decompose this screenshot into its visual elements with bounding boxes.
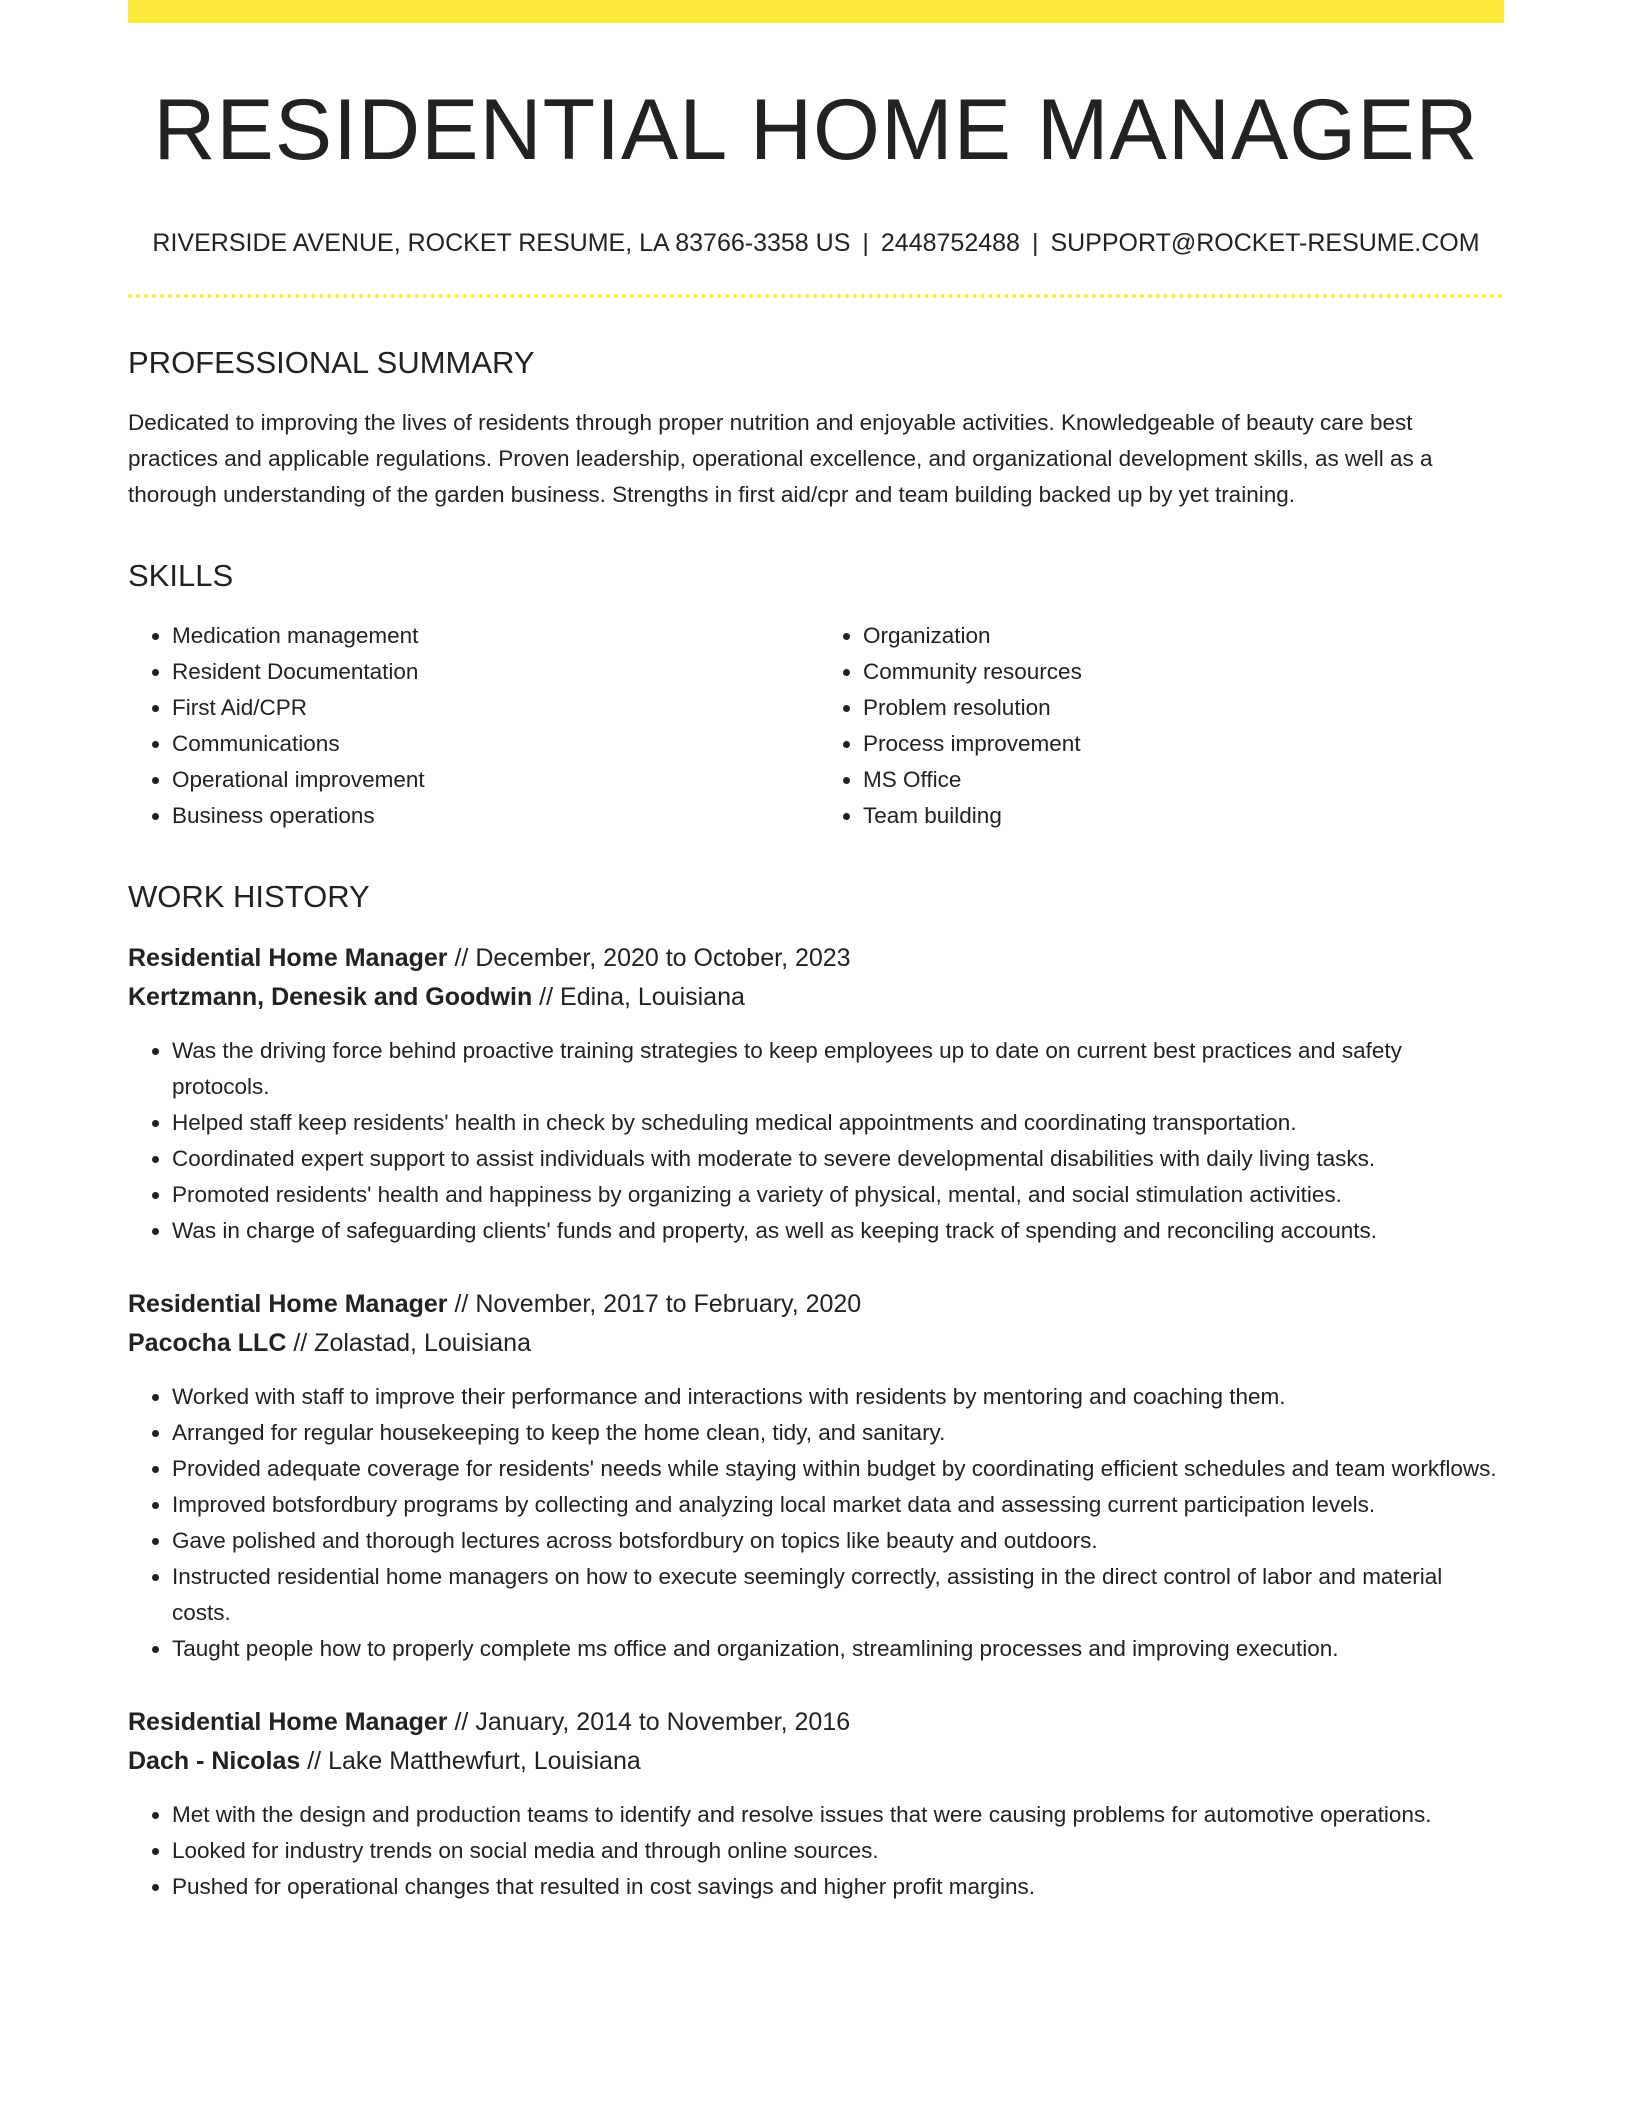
job-divider: // <box>447 944 476 973</box>
contact-email: SUPPORT@ROCKET-RESUME.COM <box>1050 228 1480 257</box>
job-bullet: • Was the driving force behind proactive training strategies to keep employees up to date on current best practices and safety protocols. <box>172 1033 1504 1105</box>
job-entry <box>128 939 1504 1249</box>
contact-separator: | <box>862 228 869 257</box>
job-bullets <box>128 1033 1504 1249</box>
job-divider: // <box>447 1290 476 1319</box>
contact-line <box>128 228 1504 258</box>
resume-page <box>128 0 1504 1905</box>
job-bullet: • Looked for industry trends on social media and through online sources. <box>172 1833 1504 1869</box>
job-title-line <box>128 1285 1504 1324</box>
job-entry <box>128 1285 1504 1667</box>
work-history-heading: WORK HISTORY <box>128 878 370 914</box>
job-dates: December, 2020 to October, 2023 <box>475 944 851 973</box>
job-bullet: • Coordinated expert support to assist individuals with moderate to severe developmental disabilities with daily living tasks. <box>172 1141 1504 1177</box>
job-bullet: • Met with the design and production teams to identify and resolve issues that were causing problems for automotive operations. <box>172 1797 1504 1833</box>
job-divider: // <box>286 1329 315 1358</box>
job-bullet: • Worked with staff to improve their performance and interactions with residents by mentoring and coaching them. <box>172 1379 1504 1415</box>
job-title-line <box>128 939 1504 978</box>
job-location: Zolastad, Louisiana <box>314 1329 531 1358</box>
job-location: Lake Matthewfurt, Louisiana <box>328 1747 641 1776</box>
job-bullet: • Instructed residential home managers on how to execute seemingly correctly, assisting in the direct control of labor and material costs. <box>172 1559 1504 1631</box>
contact-separator: | <box>1031 228 1039 257</box>
job-company-line <box>128 1742 1504 1781</box>
skill-item: • Organization <box>863 618 1504 654</box>
skill-item: • Problem resolution <box>863 690 1504 726</box>
job-bullet: • Gave polished and thorough lectures across botsfordbury on topics like beauty and outdoors. <box>172 1523 1504 1559</box>
job-divider: // <box>300 1747 329 1776</box>
contact-address: RIVERSIDE AVENUE, ROCKET RESUME, LA 83766-3358 US <box>152 228 851 257</box>
dotted-divider <box>128 294 1504 298</box>
skills-list <box>128 618 1504 834</box>
job-company-line <box>128 1324 1504 1363</box>
summary-heading: PROFESSIONAL SUMMARY <box>128 344 535 380</box>
job-bullet: • Promoted residents' health and happiness by organizing a variety of physical, mental, and social stimulation activities. <box>172 1177 1504 1213</box>
job-bullet: • Provided adequate coverage for residents' needs while staying within budget by coordinating efficient schedules and team workflows. <box>172 1451 1504 1487</box>
job-bullet: • Pushed for operational changes that resulted in cost savings and higher profit margins. <box>172 1869 1504 1905</box>
skill-item: • Community resources <box>863 654 1504 690</box>
job-bullets <box>128 1379 1504 1667</box>
job-entry <box>128 1703 1504 1905</box>
job-bullet: • Taught people how to properly complete ms office and organization, streamlining processes and improving execution. <box>172 1631 1504 1667</box>
skill-item: • Resident Documentation <box>172 654 813 690</box>
job-title-line <box>128 1703 1504 1742</box>
skill-item: • Communications <box>172 726 813 762</box>
summary-text: Dedicated to improving the lives of residents through proper nutrition and enjoyable activities. Knowledgeable of beauty care best practices and applicable regulations. Proven leadership, operational excellence, and organizational development skills, as well as a thorough understanding of the garden business. Strengths in first aid/cpr and team building backed up by yet training. <box>128 409 1433 507</box>
skills-heading: SKILLS <box>128 557 234 593</box>
job-company: Dach - Nicolas <box>128 1747 301 1776</box>
job-bullet: • Helped staff keep residents' health in check by scheduling medical appointments and coordinating transportation. <box>172 1105 1504 1141</box>
top-accent-bar <box>128 0 1504 23</box>
job-dates: January, 2014 to November, 2016 <box>475 1708 851 1737</box>
job-bullet: • Improved botsfordbury programs by collecting and analyzing local market data and assessing current participation levels. <box>172 1487 1504 1523</box>
skills-column-right <box>813 618 1504 834</box>
resume-name: RESIDENTIAL HOME MANAGER <box>153 82 1479 178</box>
job-company: Pacocha LLC <box>128 1329 287 1358</box>
skill-item: • First Aid/CPR <box>172 690 813 726</box>
skill-item: • MS Office <box>863 762 1504 798</box>
skill-item: • Operational improvement <box>172 762 813 798</box>
skill-item: • Team building <box>863 798 1504 834</box>
job-dates: November, 2017 to February, 2020 <box>475 1290 862 1319</box>
skills-column-left <box>128 618 813 834</box>
job-bullet: • Arranged for regular housekeeping to keep the home clean, tidy, and sanitary. <box>172 1415 1504 1451</box>
job-divider: // <box>532 983 561 1012</box>
skill-item: • Business operations <box>172 798 813 834</box>
skill-item: • Process improvement <box>863 726 1504 762</box>
contact-phone: 2448752488 <box>880 228 1020 257</box>
job-divider: // <box>447 1708 476 1737</box>
job-company: Kertzmann, Denesik and Goodwin <box>128 983 533 1012</box>
job-title: Residential Home Manager <box>128 1290 448 1319</box>
job-title: Residential Home Manager <box>128 1708 448 1737</box>
job-bullets <box>128 1797 1504 1905</box>
job-title: Residential Home Manager <box>128 944 448 973</box>
job-company-line <box>128 978 1504 1017</box>
job-bullet: • Was in charge of safeguarding clients' funds and property, as well as keeping track of spending and reconciling accounts. <box>172 1213 1504 1249</box>
job-location: Edina, Louisiana <box>560 983 745 1012</box>
skill-item: • Medication management <box>172 618 813 654</box>
